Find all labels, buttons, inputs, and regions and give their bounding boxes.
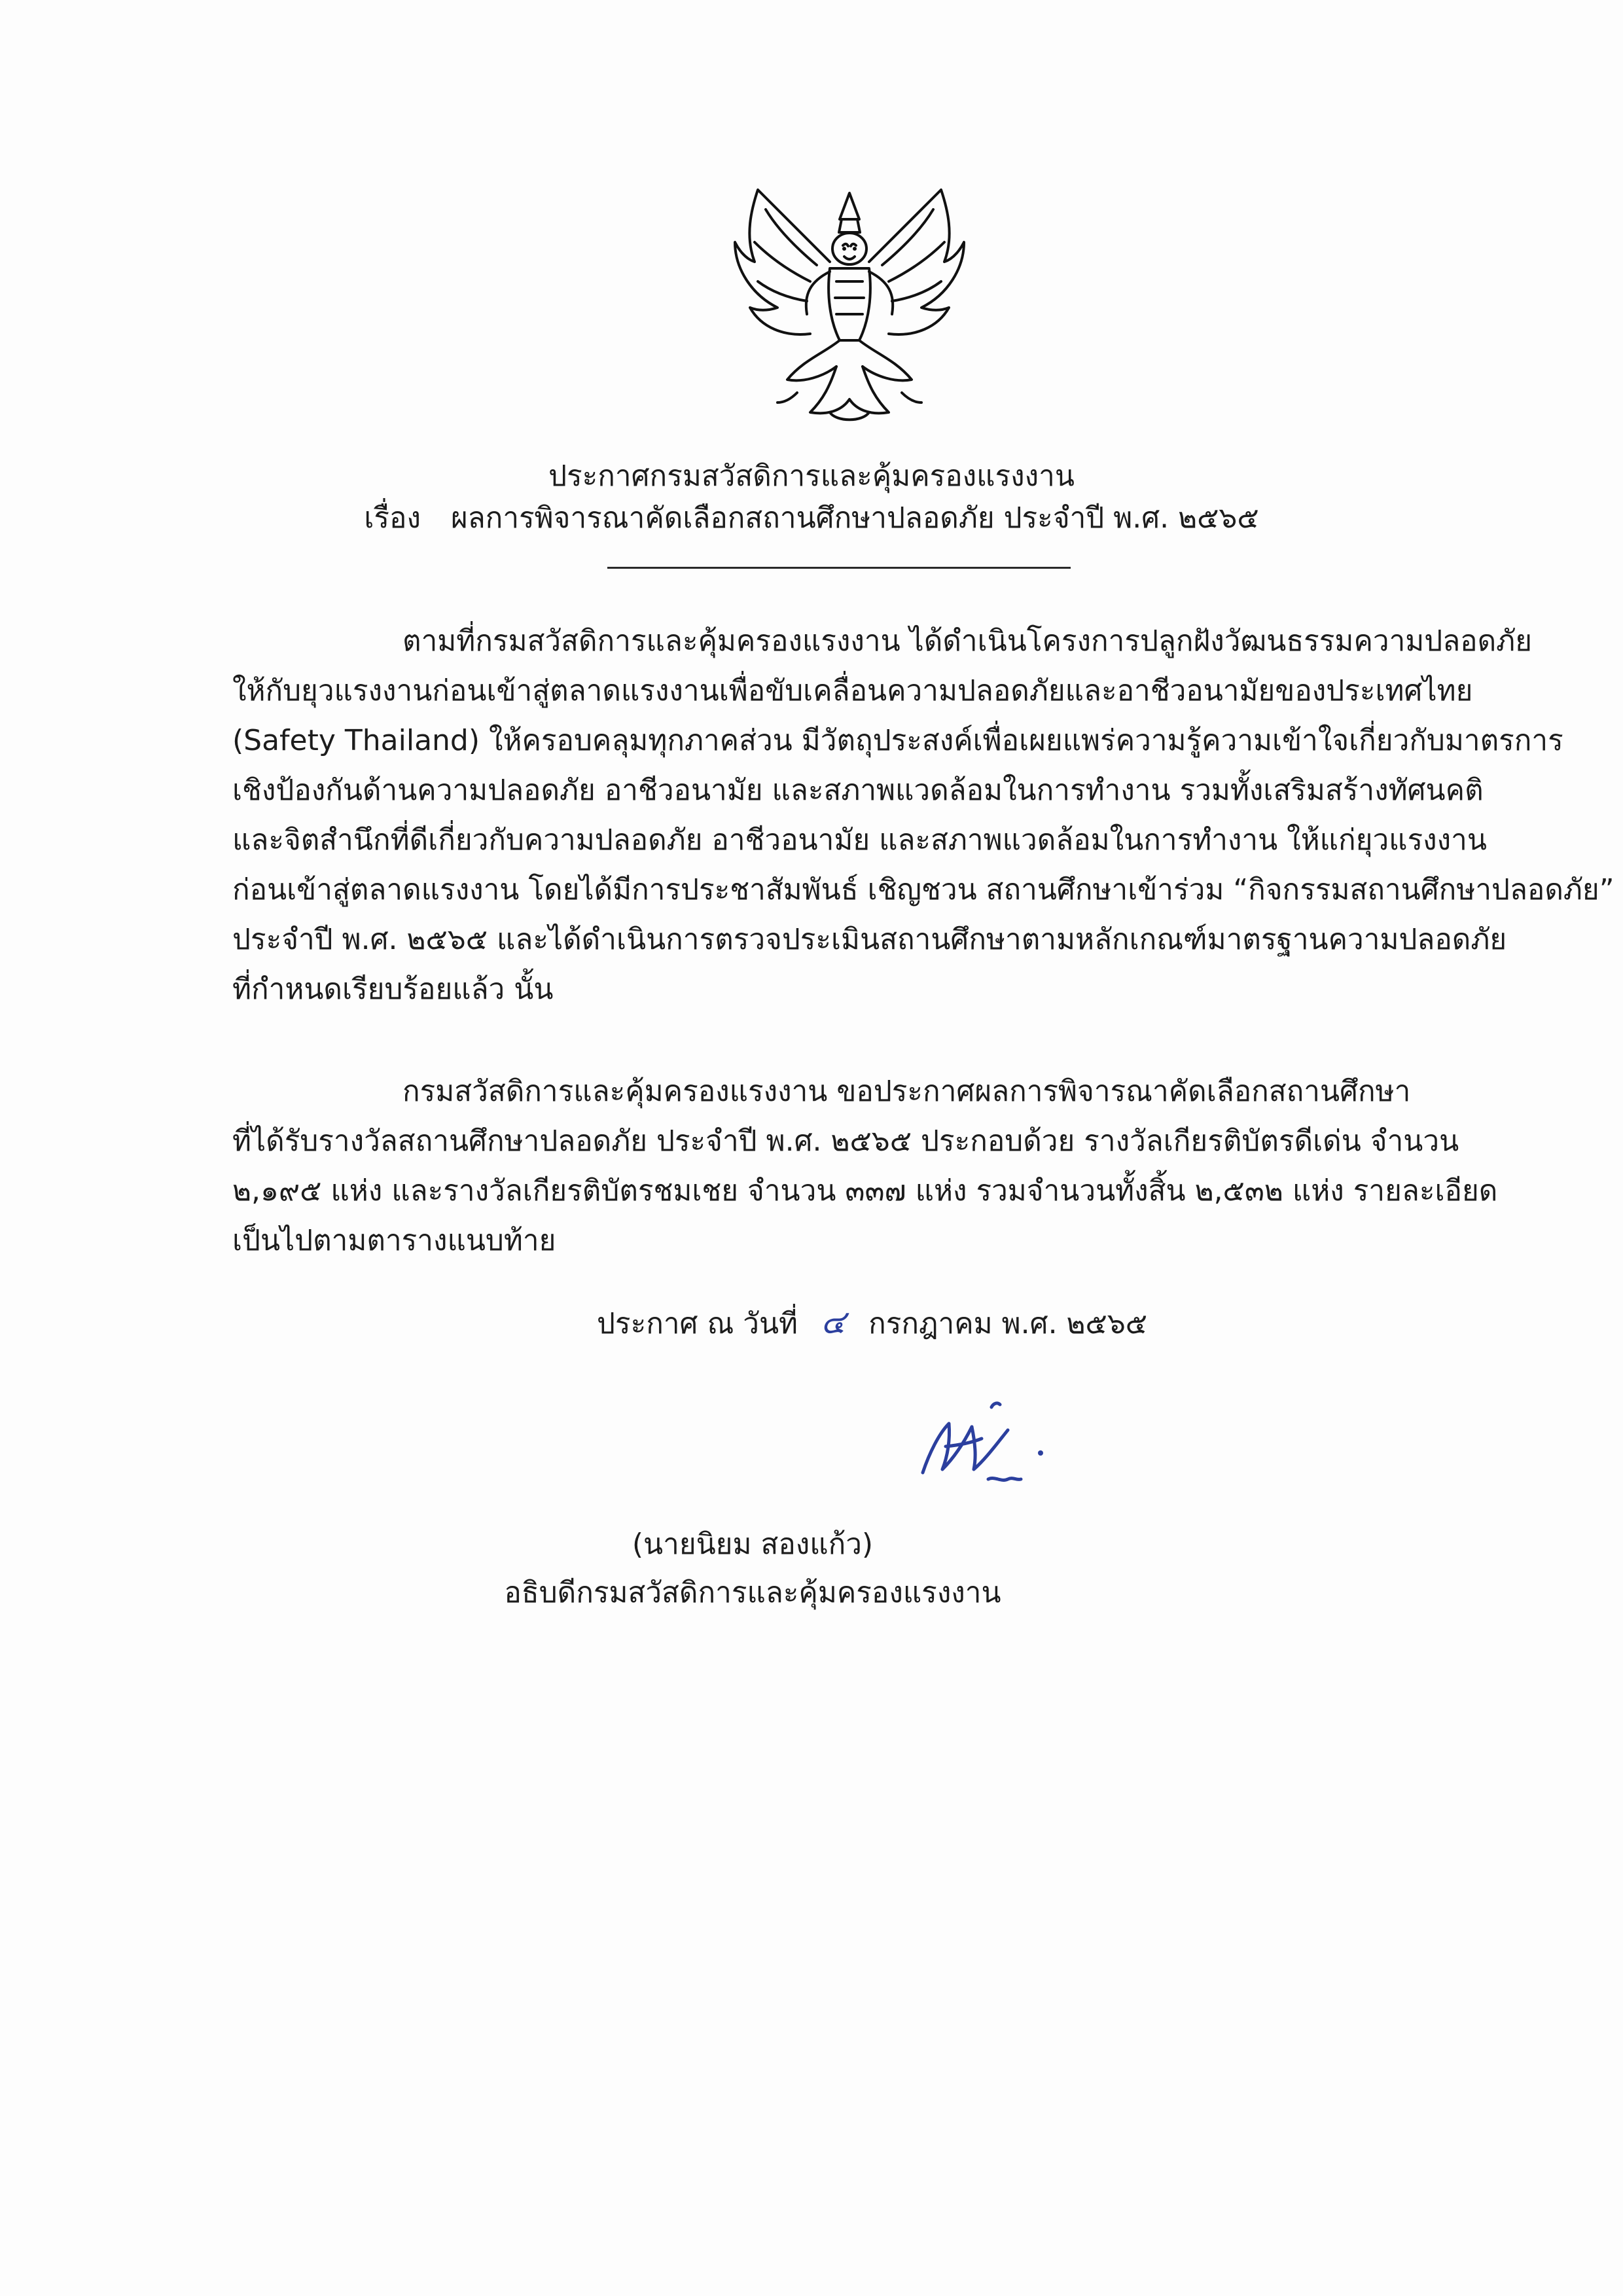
- paragraph-1-line: ให้กับยุวแรงงานก่อนเข้าสู่ตลาดแรงงานเพื่อขับเคลื่อนความปลอดภัยและอาชีวอนามัยของประเทศไทย: [232, 674, 1473, 708]
- signer-name: (นายนิยม สองแก้ว): [632, 1528, 874, 1561]
- paragraph-1-line: (Safety Thailand) ให้ครอบคลุมทุกภาคส่วน มีวัตถุประสงค์เพื่อเผยแพร่ความรู้ความเข้าใจเกี่ยวกับมาตรการ: [232, 724, 1563, 757]
- paragraph-2-line: กรมสวัสดิการและคุ้มครองแรงงาน ขอประกาศผลการพิจารณาคัดเลือกสถานศึกษา: [402, 1075, 1411, 1108]
- paragraph-1-line: ก่อนเข้าสู่ตลาดแรงงาน โดยได้มีการประชาสัมพันธ์ เชิญชวน สถานศึกษาเข้าร่วม “กิจกรรมสถานศึกษาปลอดภัย”: [232, 873, 1614, 906]
- title-divider: [607, 567, 1071, 569]
- announcement-title: ประกาศกรมสวัสดิการและคุ้มครองแรงงาน: [548, 459, 1075, 493]
- signer-position: อธิบดีกรมสวัสดิการและคุ้มครองแรงงาน: [504, 1576, 1001, 1609]
- subject-text: ผลการพิจารณาคัดเลือกสถานศึกษาปลอดภัย ประจำปี พ.ศ. ๒๕๖๕: [450, 501, 1259, 535]
- paragraph-2-line: เป็นไปตามตารางแนบท้าย: [232, 1224, 556, 1257]
- paragraph-1-line: ประจำปี พ.ศ. ๒๕๖๕ และได้ดำเนินการตรวจประเมินสถานศึกษาตามหลักเกณฑ์มาตรฐานความปลอดภัย: [232, 923, 1507, 956]
- paragraph-1-line: และจิตสำนึกที่ดีเกี่ยวกับความปลอดภัย อาชีวอนามัย และสภาพแวดล้อมในการทำงาน ให้แก่ยุวแรงงาน: [232, 823, 1487, 857]
- date-day-handwritten: ๔: [821, 1303, 846, 1341]
- paragraph-1-line: ที่กำหนดเรียบร้อยแล้ว นั้น: [232, 973, 554, 1006]
- garuda-emblem-icon: [732, 183, 967, 429]
- subject-line: [0, 499, 1623, 538]
- date-prefix: ประกาศ ณ วันที่: [597, 1307, 798, 1340]
- date-month-year: กรกฎาคม พ.ศ. ๒๕๖๕: [868, 1307, 1148, 1340]
- paragraph-1-line: เชิงป้องกันด้านความปลอดภัย อาชีวอนามัย และสภาพแวดล้อมในการทำงาน รวมทั้งเสริมสร้างทัศนคติ: [232, 774, 1484, 807]
- announcement-date: [597, 1302, 1147, 1344]
- paragraph-2-line: ๒,๑๙๕ แห่ง และรางวัลเกียรติบัตรชมเชย จำนวน ๓๓๗ แห่ง รวมจำนวนทั้งสิ้น ๒,๕๓๒ แห่ง รายละเอียด: [232, 1174, 1498, 1208]
- subject-label: เรื่อง: [364, 501, 421, 535]
- paragraph-2-line: ที่ได้รับรางวัลสถานศึกษาปลอดภัย ประจำปี พ.ศ. ๒๕๖๕ ประกอบด้วย รางวัลเกียรติบัตรดีเด่น จำนวน: [232, 1124, 1459, 1158]
- paragraph-1-line: ตามที่กรมสวัสดิการและคุ้มครองแรงงาน ได้ดำเนินโครงการปลูกฝังวัฒนธรรมความปลอดภัย: [402, 624, 1532, 658]
- handwritten-signature-icon: [910, 1394, 1060, 1499]
